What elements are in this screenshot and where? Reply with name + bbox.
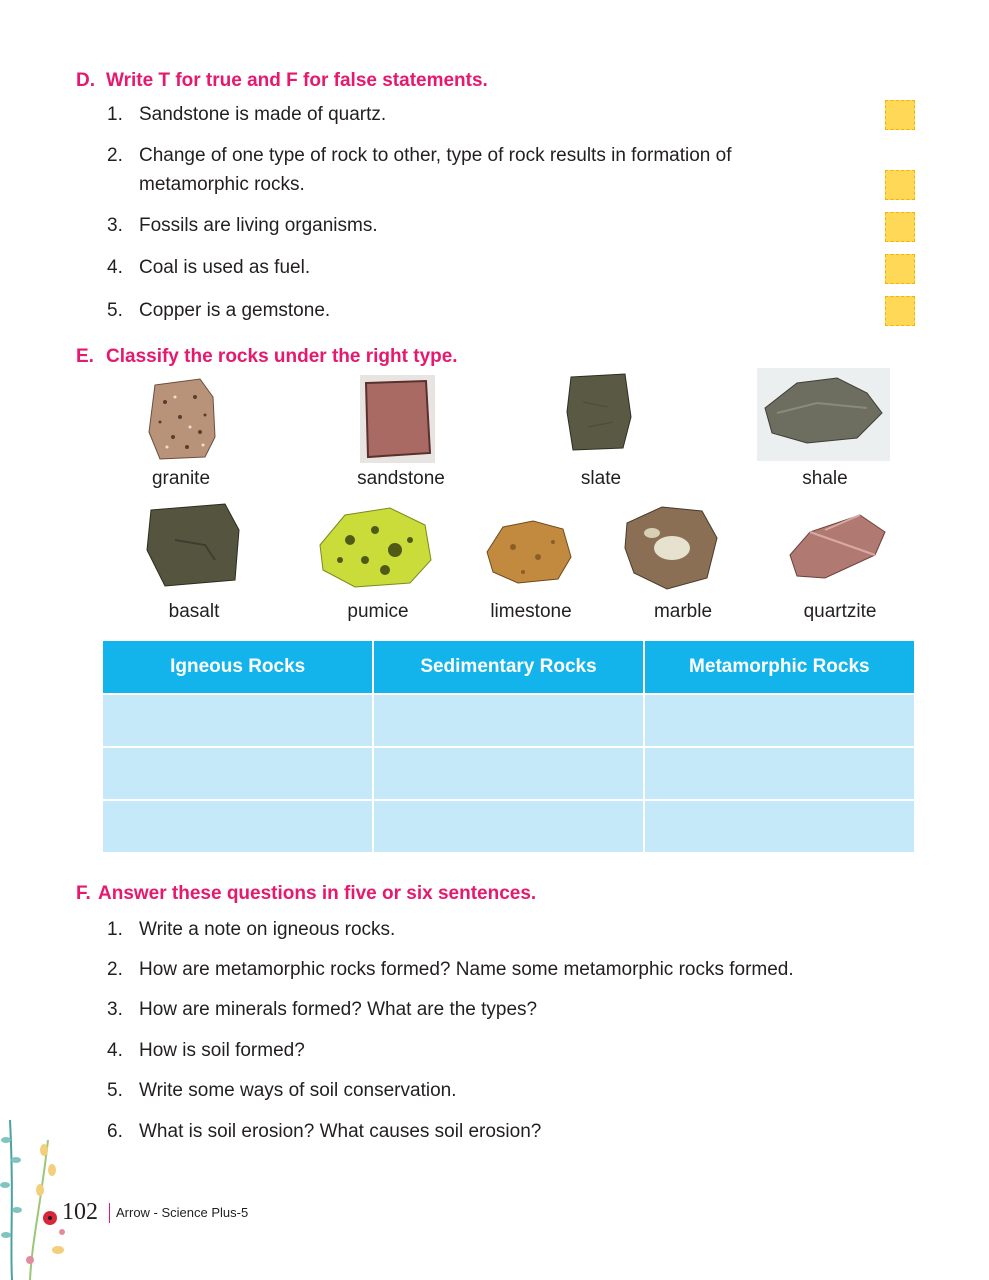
rock-label-marble: marble bbox=[653, 601, 713, 622]
question-6: 6. What is soil erosion? What causes soil erosion? bbox=[107, 1121, 542, 1142]
statement-1: 1. Sandstone is made of quartz. bbox=[107, 104, 387, 125]
section-f-heading: F. Answer these questions in five or six sentences. bbox=[76, 883, 537, 904]
statement-4: 4. Coal is used as fuel. bbox=[107, 257, 311, 278]
answer-box-4[interactable] bbox=[885, 254, 915, 284]
granite-image bbox=[145, 377, 220, 462]
table-cell[interactable] bbox=[373, 747, 643, 800]
rock-label-basalt: basalt bbox=[168, 601, 220, 622]
shale-image bbox=[757, 368, 890, 461]
rock-label-sandstone: sandstone bbox=[357, 468, 445, 489]
statement-2: 2. Change of one type of rock to other, type of rock results in formation of metamorphic rocks. bbox=[107, 145, 732, 195]
table-cell[interactable] bbox=[373, 694, 643, 747]
limestone-image bbox=[483, 517, 575, 587]
rock-label-slate: slate bbox=[580, 468, 622, 489]
pumice-image bbox=[315, 505, 435, 590]
rock-label-pumice: pumice bbox=[347, 601, 409, 622]
statement-3: 3. Fossils are living organisms. bbox=[107, 215, 378, 236]
rock-label-limestone: limestone bbox=[490, 601, 572, 622]
question-3: 3. How are minerals formed? What are the types? bbox=[107, 999, 538, 1020]
book-title: Arrow - Science Plus-5 bbox=[116, 1205, 249, 1220]
table-cell[interactable] bbox=[644, 747, 914, 800]
marble-image bbox=[622, 503, 720, 593]
rock-label-quartzite: quartzite bbox=[803, 601, 877, 622]
header-metamorphic: Metamorphic Rocks bbox=[644, 641, 914, 694]
answer-box-1[interactable] bbox=[885, 100, 915, 130]
answer-box-5[interactable] bbox=[885, 296, 915, 326]
quartzite-image bbox=[785, 510, 890, 585]
answer-box-2[interactable] bbox=[885, 170, 915, 200]
sandstone-image bbox=[360, 375, 435, 463]
basalt-image bbox=[145, 500, 243, 590]
floral-decoration bbox=[0, 1100, 80, 1280]
table-row bbox=[103, 747, 914, 800]
header-igneous: Igneous Rocks bbox=[103, 641, 373, 694]
classification-table bbox=[103, 641, 914, 852]
table-cell[interactable] bbox=[103, 694, 373, 747]
answer-box-3[interactable] bbox=[885, 212, 915, 242]
table-row bbox=[103, 800, 914, 852]
question-4: 4. How is soil formed? bbox=[107, 1040, 305, 1061]
table-header-row bbox=[103, 641, 914, 694]
slate-image bbox=[563, 372, 635, 452]
rock-label-shale: shale bbox=[802, 468, 848, 489]
table-cell[interactable] bbox=[373, 800, 643, 852]
rock-label-granite: granite bbox=[151, 468, 211, 489]
table-cell[interactable] bbox=[103, 800, 373, 852]
table-row bbox=[103, 694, 914, 747]
footer-divider bbox=[109, 1203, 110, 1223]
table-cell[interactable] bbox=[644, 694, 914, 747]
section-d-heading: D. Write T for true and F for false statements. bbox=[76, 70, 488, 91]
section-e-heading: E. Classify the rocks under the right type. bbox=[76, 346, 458, 367]
question-5: 5. Write some ways of soil conservation. bbox=[107, 1080, 457, 1101]
header-sedimentary: Sedimentary Rocks bbox=[373, 641, 643, 694]
statement-5: 5. Copper is a gemstone. bbox=[107, 300, 331, 321]
page-number: 102 bbox=[62, 1199, 98, 1225]
table-cell[interactable] bbox=[644, 800, 914, 852]
question-1: 1. Write a note on igneous rocks. bbox=[107, 919, 396, 940]
question-2: 2. How are metamorphic rocks formed? Name some metamorphic rocks formed. bbox=[107, 959, 794, 980]
table-cell[interactable] bbox=[103, 747, 373, 800]
